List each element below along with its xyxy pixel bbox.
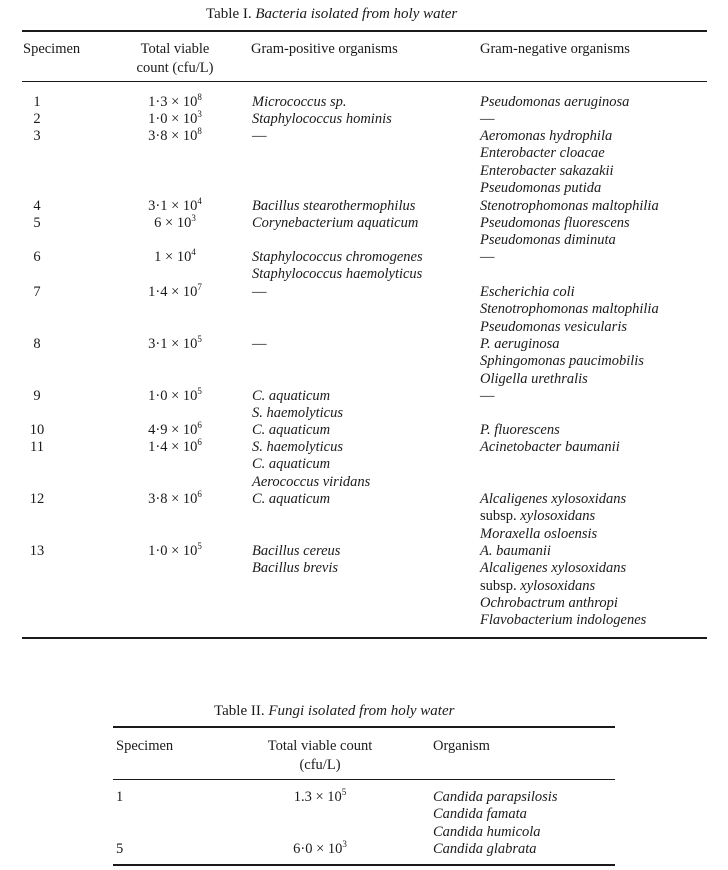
viable-count (110, 94, 240, 111)
count-exponent: 5 (197, 334, 202, 344)
gram-positive-organism: Staphylococcus hominis (252, 111, 392, 127)
gram-positive-organism: Bacillus stearothermophilus (252, 198, 416, 214)
count-exponent: 6 (197, 489, 202, 499)
gram-positive-organism: Aerococcus viridans (252, 473, 371, 490)
viable-count (110, 543, 240, 560)
gram-negative-organism (480, 560, 626, 577)
viable-count (110, 491, 240, 508)
gram-negative-organism: Sphingomonas paucimobilis (480, 353, 644, 370)
gram-negative-organism-italic: Ochrobactrum anthropi (480, 594, 618, 611)
gram-negative-organism: P. fluorescens (480, 422, 560, 438)
viable-count (110, 128, 240, 145)
fungal-organism: Candida famata (433, 806, 527, 823)
specimen-number: 3 (33, 128, 41, 144)
gram-negative-organism-plain: subsp. (480, 577, 521, 594)
count-mantissa: 1·0 × 10 (148, 388, 198, 404)
gram-negative-organism: Escherichia coli (480, 284, 575, 300)
table1-caption-title: Bacteria isolated from holy water (255, 6, 458, 22)
specimen-number: 5 (33, 215, 41, 231)
table2-top-rule (113, 726, 615, 728)
viable-count (110, 336, 240, 353)
viable-count (110, 284, 240, 301)
gram-negative-organism: Acinetobacter baumanii (480, 439, 620, 455)
fungal-organism: Candida humicola (433, 823, 541, 840)
gram-negative-organism: Stenotrophomonas maltophilia (480, 198, 659, 214)
specimen-number: 5 (116, 841, 124, 857)
viable-count (110, 439, 240, 456)
gram-positive-organism: S. haemolyticus (252, 439, 344, 455)
specimen-number: 4 (33, 198, 41, 214)
gram-negative-organism (480, 612, 646, 629)
table1-caption-label: Table I. (206, 6, 252, 22)
count-mantissa: 1·4 × 10 (148, 284, 198, 300)
count-mantissa: 1 × 10 (154, 249, 192, 265)
gram-positive-organism: S. haemolyticus (252, 405, 344, 422)
specimen-number: 2 (33, 111, 41, 127)
table2-caption (214, 703, 454, 720)
gram-negative-organism: Aeromonas hydrophila (480, 128, 613, 144)
table2-caption-label: Table II. (214, 703, 265, 719)
table1-header-gram-positive: Gram-positive organisms (251, 41, 398, 57)
gram-negative-organism-italic: xylosoxidans (520, 577, 596, 594)
specimen-number: 9 (33, 388, 41, 404)
count-exponent: 7 (197, 282, 202, 292)
fungal-organism: Candida glabrata (433, 841, 537, 857)
count-mantissa: 6 × 10 (154, 215, 192, 231)
gram-negative-organism: Pseudomonas putida (480, 179, 602, 196)
viable-count (110, 422, 240, 439)
gram-negative-organism: — (480, 249, 495, 265)
table2-header-count (245, 737, 395, 775)
count-mantissa: 3·1 × 10 (148, 336, 198, 352)
count-mantissa: 3·1 × 10 (148, 198, 198, 214)
count-exponent: 4 (191, 247, 196, 257)
gram-negative-organism: Enterobacter cloacae (480, 145, 605, 162)
gram-positive-organism: C. aquaticum (252, 422, 331, 438)
table2-header-count-line2: (cfu/L) (299, 757, 341, 773)
gram-negative-organism: Enterobacter sakazakii (480, 162, 614, 179)
viable-count (110, 198, 240, 215)
table1-caption (206, 6, 457, 23)
gram-negative-organism (480, 595, 618, 612)
gram-positive-organism: C. aquaticum (252, 456, 331, 473)
specimen-number: 1 (33, 94, 41, 110)
specimen-number: 10 (29, 422, 45, 438)
gram-negative-organism: — (480, 388, 495, 404)
gram-negative-organism: Pseudomonas aeruginosa (480, 94, 630, 110)
gram-negative-organism-italic: A. baumanii (480, 543, 551, 559)
viable-count (110, 215, 240, 232)
gram-positive-organism: Staphylococcus chromogenes (252, 249, 423, 265)
specimen-number: 1 (116, 789, 124, 805)
gram-negative-organism-plain: subsp. (480, 508, 521, 525)
specimen-number: 6 (33, 249, 41, 265)
gram-positive-organism: Bacillus brevis (252, 560, 339, 577)
gram-negative-organism (480, 526, 597, 543)
count-mantissa: 3·8 × 10 (148, 491, 198, 507)
gram-negative-organism: — (480, 111, 495, 127)
gram-positive-organism: Micrococcus sp. (252, 94, 347, 110)
count-exponent: 5 (197, 541, 202, 551)
gram-negative-organism: Stenotrophomonas maltophilia (480, 301, 659, 318)
fungal-organism: Candida parapsilosis (433, 789, 558, 805)
count-exponent: 3 (342, 839, 347, 849)
viable-count (245, 789, 395, 806)
gram-negative-organism-italic: xylosoxidans (520, 508, 596, 525)
table1-header-count-line2: count (cfu/L) (136, 60, 214, 76)
count-mantissa: 6·0 × 10 (293, 841, 343, 857)
table2-bottom-rule (113, 864, 615, 866)
gram-negative-organism: P. aeruginosa (480, 336, 560, 352)
table1-header-rule (22, 81, 707, 82)
count-mantissa: 4·9 × 10 (148, 422, 198, 438)
gram-negative-organism: Oligella urethralis (480, 370, 588, 387)
specimen-number: 7 (33, 284, 41, 300)
table2-header-count-line1: Total viable count (267, 738, 373, 754)
table1-bottom-rule (22, 637, 707, 639)
table1-header-count-line1: Total viable (140, 41, 210, 57)
gram-negative-organism-italic: Alcaligenes xylosoxidans (480, 491, 627, 507)
table1-header-gram-negative: Gram-negative organisms (480, 41, 630, 57)
specimen-number: 12 (29, 491, 45, 507)
gram-negative-organism-italic: Moraxella osloensis (480, 525, 598, 542)
specimen-number: 11 (30, 439, 44, 455)
viable-count (110, 111, 240, 128)
table2-header-specimen: Specimen (116, 738, 174, 754)
gram-negative-organism (480, 543, 551, 560)
table2-caption-title: Fungi isolated from holy water (268, 703, 455, 719)
viable-count (245, 841, 395, 858)
gram-negative-organism-italic: Flavobacterium indologenes (480, 612, 647, 629)
gram-negative-organism (480, 578, 595, 595)
gram-positive-organism: — (252, 336, 267, 352)
table2-header-organism: Organism (433, 738, 490, 754)
specimen-number: 13 (29, 543, 45, 559)
count-exponent: 6 (197, 437, 202, 447)
count-exponent: 4 (197, 196, 202, 206)
viable-count (110, 249, 240, 266)
count-mantissa: 1·0 × 10 (148, 111, 198, 127)
gram-negative-organism: Pseudomonas fluorescens (480, 215, 630, 231)
gram-positive-organism: Bacillus cereus (252, 543, 341, 559)
gram-negative-organism (480, 508, 595, 525)
table1-top-rule (22, 30, 707, 32)
gram-positive-organism: C. aquaticum (252, 491, 331, 507)
viable-count (110, 388, 240, 405)
count-mantissa: 1·4 × 10 (148, 439, 198, 455)
count-exponent: 3 (191, 213, 196, 223)
count-exponent: 8 (197, 92, 202, 102)
gram-positive-organism: — (252, 128, 267, 144)
specimen-number: 8 (33, 336, 41, 352)
table1-header-count (110, 40, 240, 78)
gram-positive-organism: Staphylococcus haemolyticus (252, 266, 423, 283)
table1-header-specimen: Specimen (23, 41, 81, 57)
count-exponent: 8 (197, 126, 202, 136)
count-mantissa: 1·0 × 10 (148, 543, 198, 559)
gram-negative-organism: Pseudomonas vesicularis (480, 318, 627, 335)
count-exponent: 6 (197, 420, 202, 430)
count-exponent: 5 (341, 787, 347, 797)
gram-negative-organism-italic: Alcaligenes xylosoxidans (480, 560, 627, 577)
table2-header-rule (113, 779, 615, 780)
gram-negative-organism (480, 491, 626, 508)
count-exponent: 5 (197, 386, 202, 396)
gram-positive-organism: Corynebacterium aquaticum (252, 215, 419, 231)
count-mantissa: 1.3 × 10 (293, 789, 342, 805)
count-mantissa: 3·8 × 10 (148, 128, 198, 144)
gram-positive-organism: C. aquaticum (252, 388, 331, 404)
count-mantissa: 1·3 × 10 (148, 94, 198, 110)
count-exponent: 3 (197, 109, 202, 119)
gram-positive-organism: — (252, 284, 267, 300)
gram-negative-organism: Pseudomonas diminuta (480, 232, 616, 249)
